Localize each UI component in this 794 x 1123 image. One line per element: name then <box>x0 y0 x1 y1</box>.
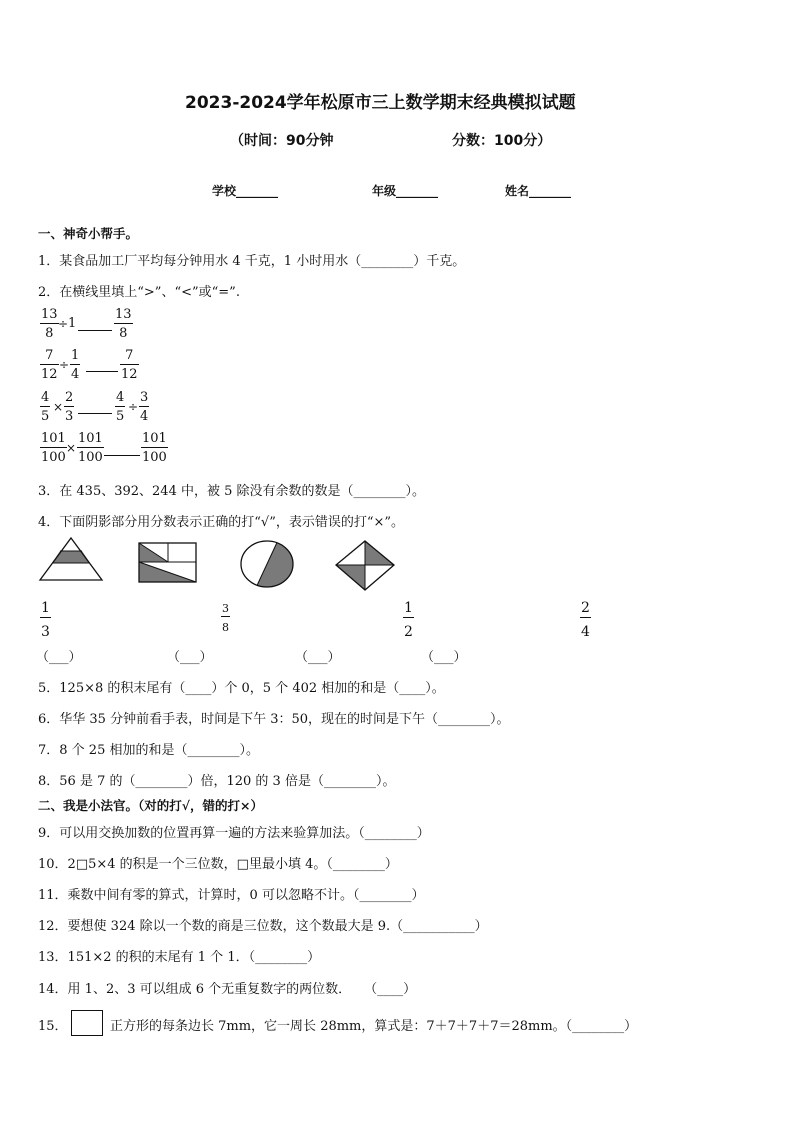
operator: ÷ <box>128 400 139 414</box>
answer-line[interactable] <box>104 455 140 456</box>
question-8: 8．56 是 7 的（________）倍，120 的 3 倍是（________）。 <box>38 774 396 789</box>
question-1: 1．某食品加工厂平均每分钟用水 4 千克，1 小时用水（________）千克。 <box>38 254 466 269</box>
figure-fraction-4: 2 4 <box>581 600 590 640</box>
answer-blank-1[interactable]: （___） <box>36 650 82 665</box>
square-figure <box>71 1010 103 1036</box>
question-2: 2．在横线里填上“>”、“<”或“=”. <box>38 285 240 300</box>
question-3: 3．在 435、392、244 中，被 5 除没有余数的数是（________）。 <box>38 484 426 499</box>
question-6: 6．华华 35 分钟前看手表，时间是下午 3：50，现在的时间是下午（________）。 <box>38 712 510 727</box>
operand: 1 <box>68 316 77 331</box>
fraction: 2 3 <box>65 390 74 424</box>
question-15-number: 15． <box>38 1019 68 1034</box>
rectangle-figure <box>137 541 199 585</box>
question-9: 9．可以用交换加数的位置再算一遍的方法来验算加法。（________） <box>38 826 430 841</box>
question-7: 7．8 个 25 相加的和是（________）。 <box>38 743 259 758</box>
question-5: 5．125×8 的积末尾有（____）个 0，5 个 402 相加的和是（____）。 <box>38 681 445 696</box>
fraction: 101 100 <box>142 431 167 465</box>
question-13: 13．151×2 的积的末尾有 1 个 1．（________） <box>38 950 321 965</box>
page-title: 2023-2024学年松原市三上数学期末经典模拟试题 <box>185 93 576 113</box>
answer-line[interactable] <box>78 413 112 414</box>
fraction: 1 4 <box>71 348 80 382</box>
operator: ÷ <box>58 317 69 331</box>
question-15: 正方形的每条边长 7mm，它一周长 28mm，算式是：7＋7＋7＋7＝28mm。（________） <box>110 1019 638 1034</box>
fraction: 7 12 <box>41 348 58 382</box>
diamond-figure <box>334 539 396 593</box>
operator: ÷ <box>59 358 70 372</box>
question-4: 4．下面阴影部分用分数表示正确的打“√”，表示错误的打“×”。 <box>38 515 405 530</box>
fraction: 101 100 <box>41 431 66 465</box>
answer-blank-3[interactable]: （___） <box>295 650 341 665</box>
question-10: 10．2□5×4 的积是一个三位数，□里最小填 4。（________） <box>38 857 398 872</box>
section-1-title: 一、神奇小帮手。 <box>38 226 139 241</box>
fraction: 13 8 <box>41 307 58 341</box>
question-11: 11．乘数中间有零的算式，计算时，0 可以忽略不计。（________） <box>38 888 425 903</box>
exam-score: 分数：100分） <box>452 133 552 149</box>
operator: × <box>66 441 77 455</box>
figure-fraction-1: 1 3 <box>41 600 50 640</box>
fraction: 4 5 <box>116 390 125 424</box>
grade-field[interactable]: 年级_______ <box>372 184 439 198</box>
fraction: 4 5 <box>41 390 50 424</box>
exam-time: （时间：90分钟 <box>230 133 334 149</box>
school-field[interactable]: 学校_______ <box>212 184 279 198</box>
figure-fraction-3: 1 2 <box>404 600 413 640</box>
section-2-title: 二、我是小法官。（对的打√，错的打×） <box>38 798 263 813</box>
fraction: 7 12 <box>121 348 138 382</box>
answer-line[interactable] <box>86 371 118 372</box>
answer-blank-4[interactable]: （___） <box>421 650 467 665</box>
figure-fraction-2: 3 8 <box>222 602 229 634</box>
fraction: 13 8 <box>115 307 132 341</box>
triangle-figure <box>38 536 104 582</box>
operator: × <box>53 400 64 414</box>
answer-line[interactable] <box>78 330 112 331</box>
name-field[interactable]: 姓名_______ <box>505 184 572 198</box>
answer-blank-2[interactable]: （___） <box>167 650 213 665</box>
fraction: 101 100 <box>78 431 103 465</box>
question-12: 12．要想使 324 除以一个数的商是三位数，这个数最大是 9.（___________） <box>38 919 488 934</box>
fraction: 3 4 <box>140 390 149 424</box>
question-14: 14．用 1、2、3 可以组成 6 个无重复数字的两位数． （____） <box>38 982 417 997</box>
circle-figure <box>239 539 295 589</box>
